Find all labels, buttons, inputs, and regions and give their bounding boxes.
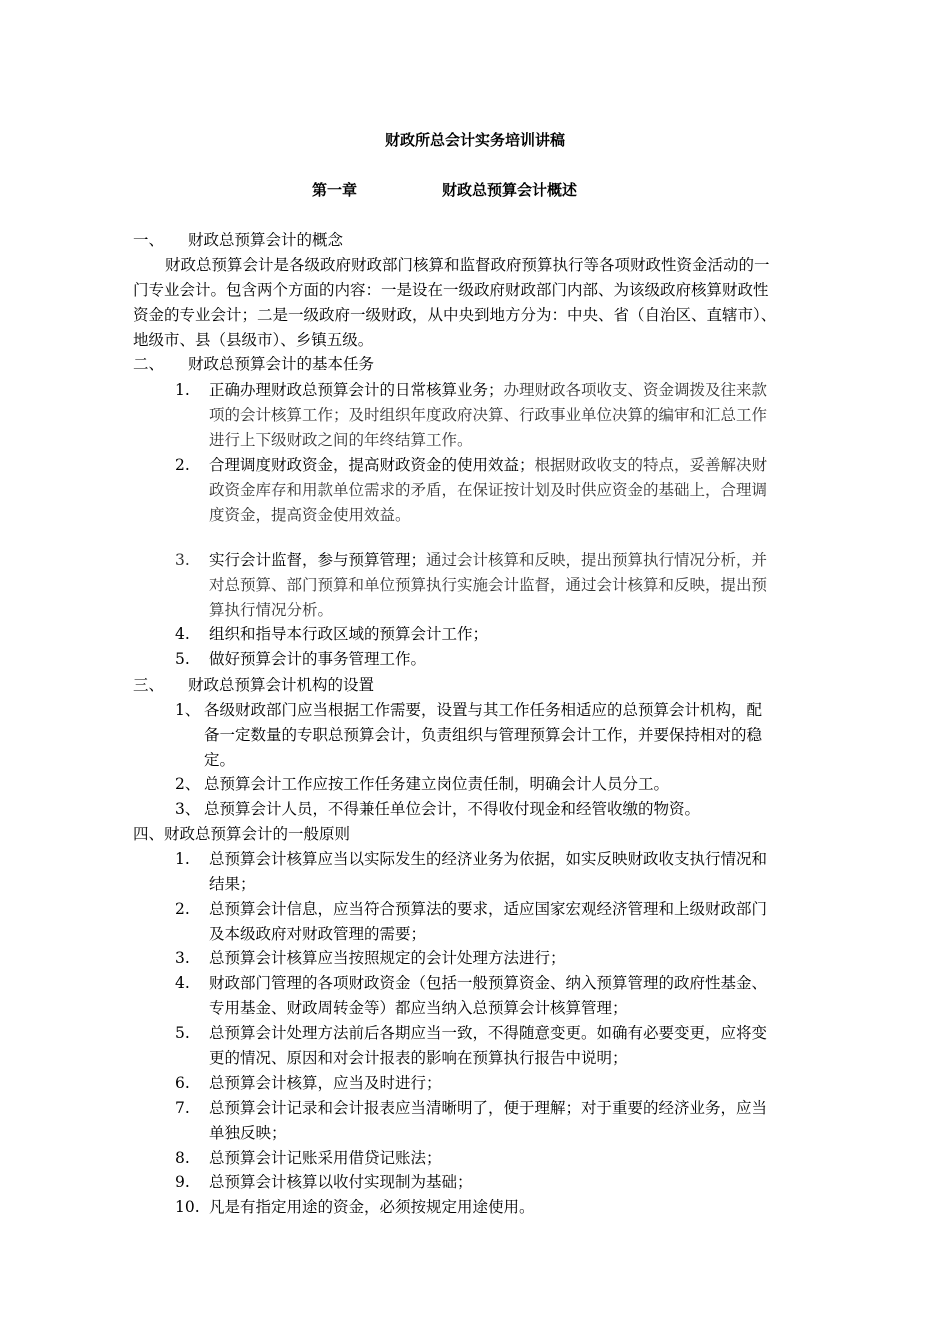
section-1-line: 资金的专业会计；二是一级政府一级财政，从中央到地方分为：中央、省（自治区、直辖市）、	[133, 306, 777, 324]
section-1-line: 财政总预算会计是各级政府财政部门核算和监督政府预算执行等各项财政性资金活动的一	[165, 256, 770, 274]
list-item-line: 度资金，提高资金使用效益。	[209, 506, 411, 524]
list-item-line: 总预算会计记账采用借贷记账法；	[209, 1149, 442, 1167]
list-item-number: 2.	[175, 900, 190, 918]
section-1-line: 门专业会计。包含两个方面的内容：一是设在一级政府财政部门内部、为该级政府核算财政性	[133, 281, 769, 299]
list-item-number: 2.	[175, 456, 190, 474]
document-title: 财政所总会计实务培训讲稿	[384, 131, 565, 149]
item-desc: 办理财政各项收支、资金调拨及往来款	[503, 381, 768, 399]
chapter-number: 第一章	[312, 181, 358, 199]
list-item-line: 进行上下级财政之间的年终结算工作。	[209, 431, 473, 449]
list-item-line	[209, 548, 767, 573]
list-item-line: 总预算会计核算以收付实现制为基础；	[209, 1173, 473, 1191]
list-item-line: 做好预算会计的事务管理工作。	[209, 650, 427, 668]
list-item-line: 单独反映；	[209, 1124, 287, 1142]
list-item-number: 9.	[175, 1173, 190, 1191]
list-item-number: 5.	[175, 1024, 190, 1042]
item-desc: 根据财政收支的特点，妥善解决财	[534, 456, 768, 474]
list-item-line: 总预算会计核算应当按照规定的会计处理方法进行；	[209, 949, 566, 967]
list-item-line: 总预算会计工作应按工作任务建立岗位责任制，明确会计人员分工。	[204, 775, 670, 793]
list-item-line: 各级财政部门应当根据工作需要，设置与其工作任务相适应的总预算会计机构，配	[204, 701, 763, 719]
list-item-line: 总预算会计人员，不得兼任单位会计，不得收付现金和经管收缴的物资。	[204, 800, 701, 818]
list-item-line: 总预算会计信息，应当符合预算法的要求，适应国家宏观经济管理和上级财政部门	[209, 900, 768, 918]
section-4-heading: 四、财政总预算会计的一般原则	[133, 825, 351, 843]
item-lead: 合理调度财政资金，提高财政资金的使用效益；	[209, 456, 535, 474]
list-item-line: 及本级政府对财政管理的需要；	[209, 925, 427, 943]
section-1-number: 一、	[133, 231, 165, 249]
list-item-line: 政资金库存和用款单位需求的矛盾，在保证按计划及时供应资金的基础上，合理调	[209, 481, 768, 499]
list-item-number: 3、	[175, 800, 201, 818]
item-lead: 实行会计监督，参与预算管理；	[209, 551, 427, 569]
section-1-line: 地级市、县（县级市）、乡镇五级。	[133, 331, 374, 349]
section-2-heading: 财政总预算会计的基本任务	[188, 355, 375, 373]
list-item-line: 项的会计核算工作；及时组织年度政府决算、行政事业单位决算的编审和汇总工作	[209, 406, 768, 424]
section-3-heading: 财政总预算会计机构的设置	[188, 676, 375, 694]
list-item-number: 4.	[175, 974, 190, 992]
list-item-number: 2、	[175, 775, 201, 793]
list-item-line: 总预算会计处理方法前后各期应当一致，不得随意变更。如确有必要变更，应将变	[209, 1024, 768, 1042]
section-1-heading: 财政总预算会计的概念	[188, 231, 344, 249]
list-item-line: 专用基金、财政周转金等）都应当纳入总预算会计核算管理；	[209, 999, 628, 1017]
list-item-line	[209, 378, 767, 403]
list-item-number: 4.	[175, 625, 190, 643]
list-item-number: 10.	[175, 1198, 200, 1216]
list-item-line: 总预算会计核算，应当及时进行；	[209, 1074, 442, 1092]
section-3-number: 三、	[133, 676, 165, 694]
item-desc: 通过会计核算和反映，提出预算执行情况分析，并	[426, 551, 768, 569]
chapter-title: 财政总预算会计概述	[442, 181, 578, 199]
list-item-number: 5.	[175, 650, 190, 668]
list-item-line: 总预算会计记录和会计报表应当清晰明了，便于理解；对于重要的经济业务，应当	[209, 1099, 768, 1117]
list-item-line: 组织和指导本行政区域的预算会计工作；	[209, 625, 489, 643]
list-item-number: 1、	[175, 701, 201, 719]
list-item-number: 8.	[175, 1149, 190, 1167]
list-item-number: 3.	[175, 949, 190, 967]
list-item-number: 1.	[175, 381, 190, 399]
list-item-line: 凡是有指定用途的资金，必须按规定用途使用。	[209, 1198, 535, 1216]
list-item-number: 3.	[175, 551, 190, 569]
list-item-number: 7.	[175, 1099, 190, 1117]
list-item-line: 备一定数量的专职总预算会计，负责组织与管理预算会计工作，并要保持相对的稳	[204, 726, 763, 744]
list-item-line: 定。	[204, 751, 236, 769]
list-item-number: 6.	[175, 1074, 190, 1092]
section-2-number: 二、	[133, 355, 165, 373]
list-item-number: 1.	[175, 850, 190, 868]
list-item-line	[209, 453, 767, 478]
list-item-line: 总预算会计核算应当以实际发生的经济业务为依据，如实反映财政收支执行情况和	[209, 850, 768, 868]
list-item-line: 对总预算、部门预算和单位预算执行实施会计监督，通过会计核算和反映，提出预	[209, 576, 768, 594]
list-item-line: 算执行情况分析。	[209, 601, 334, 619]
item-lead: 正确办理财政总预算会计的日常核算业务；	[209, 381, 504, 399]
list-item-line: 结果；	[209, 875, 256, 893]
list-item-line: 更的情况、原因和对会计报表的影响在预算执行报告中说明；	[209, 1049, 628, 1067]
list-item-line: 财政部门管理的各项财政资金（包括一般预算资金、纳入预算管理的政府性基金、	[209, 974, 768, 992]
